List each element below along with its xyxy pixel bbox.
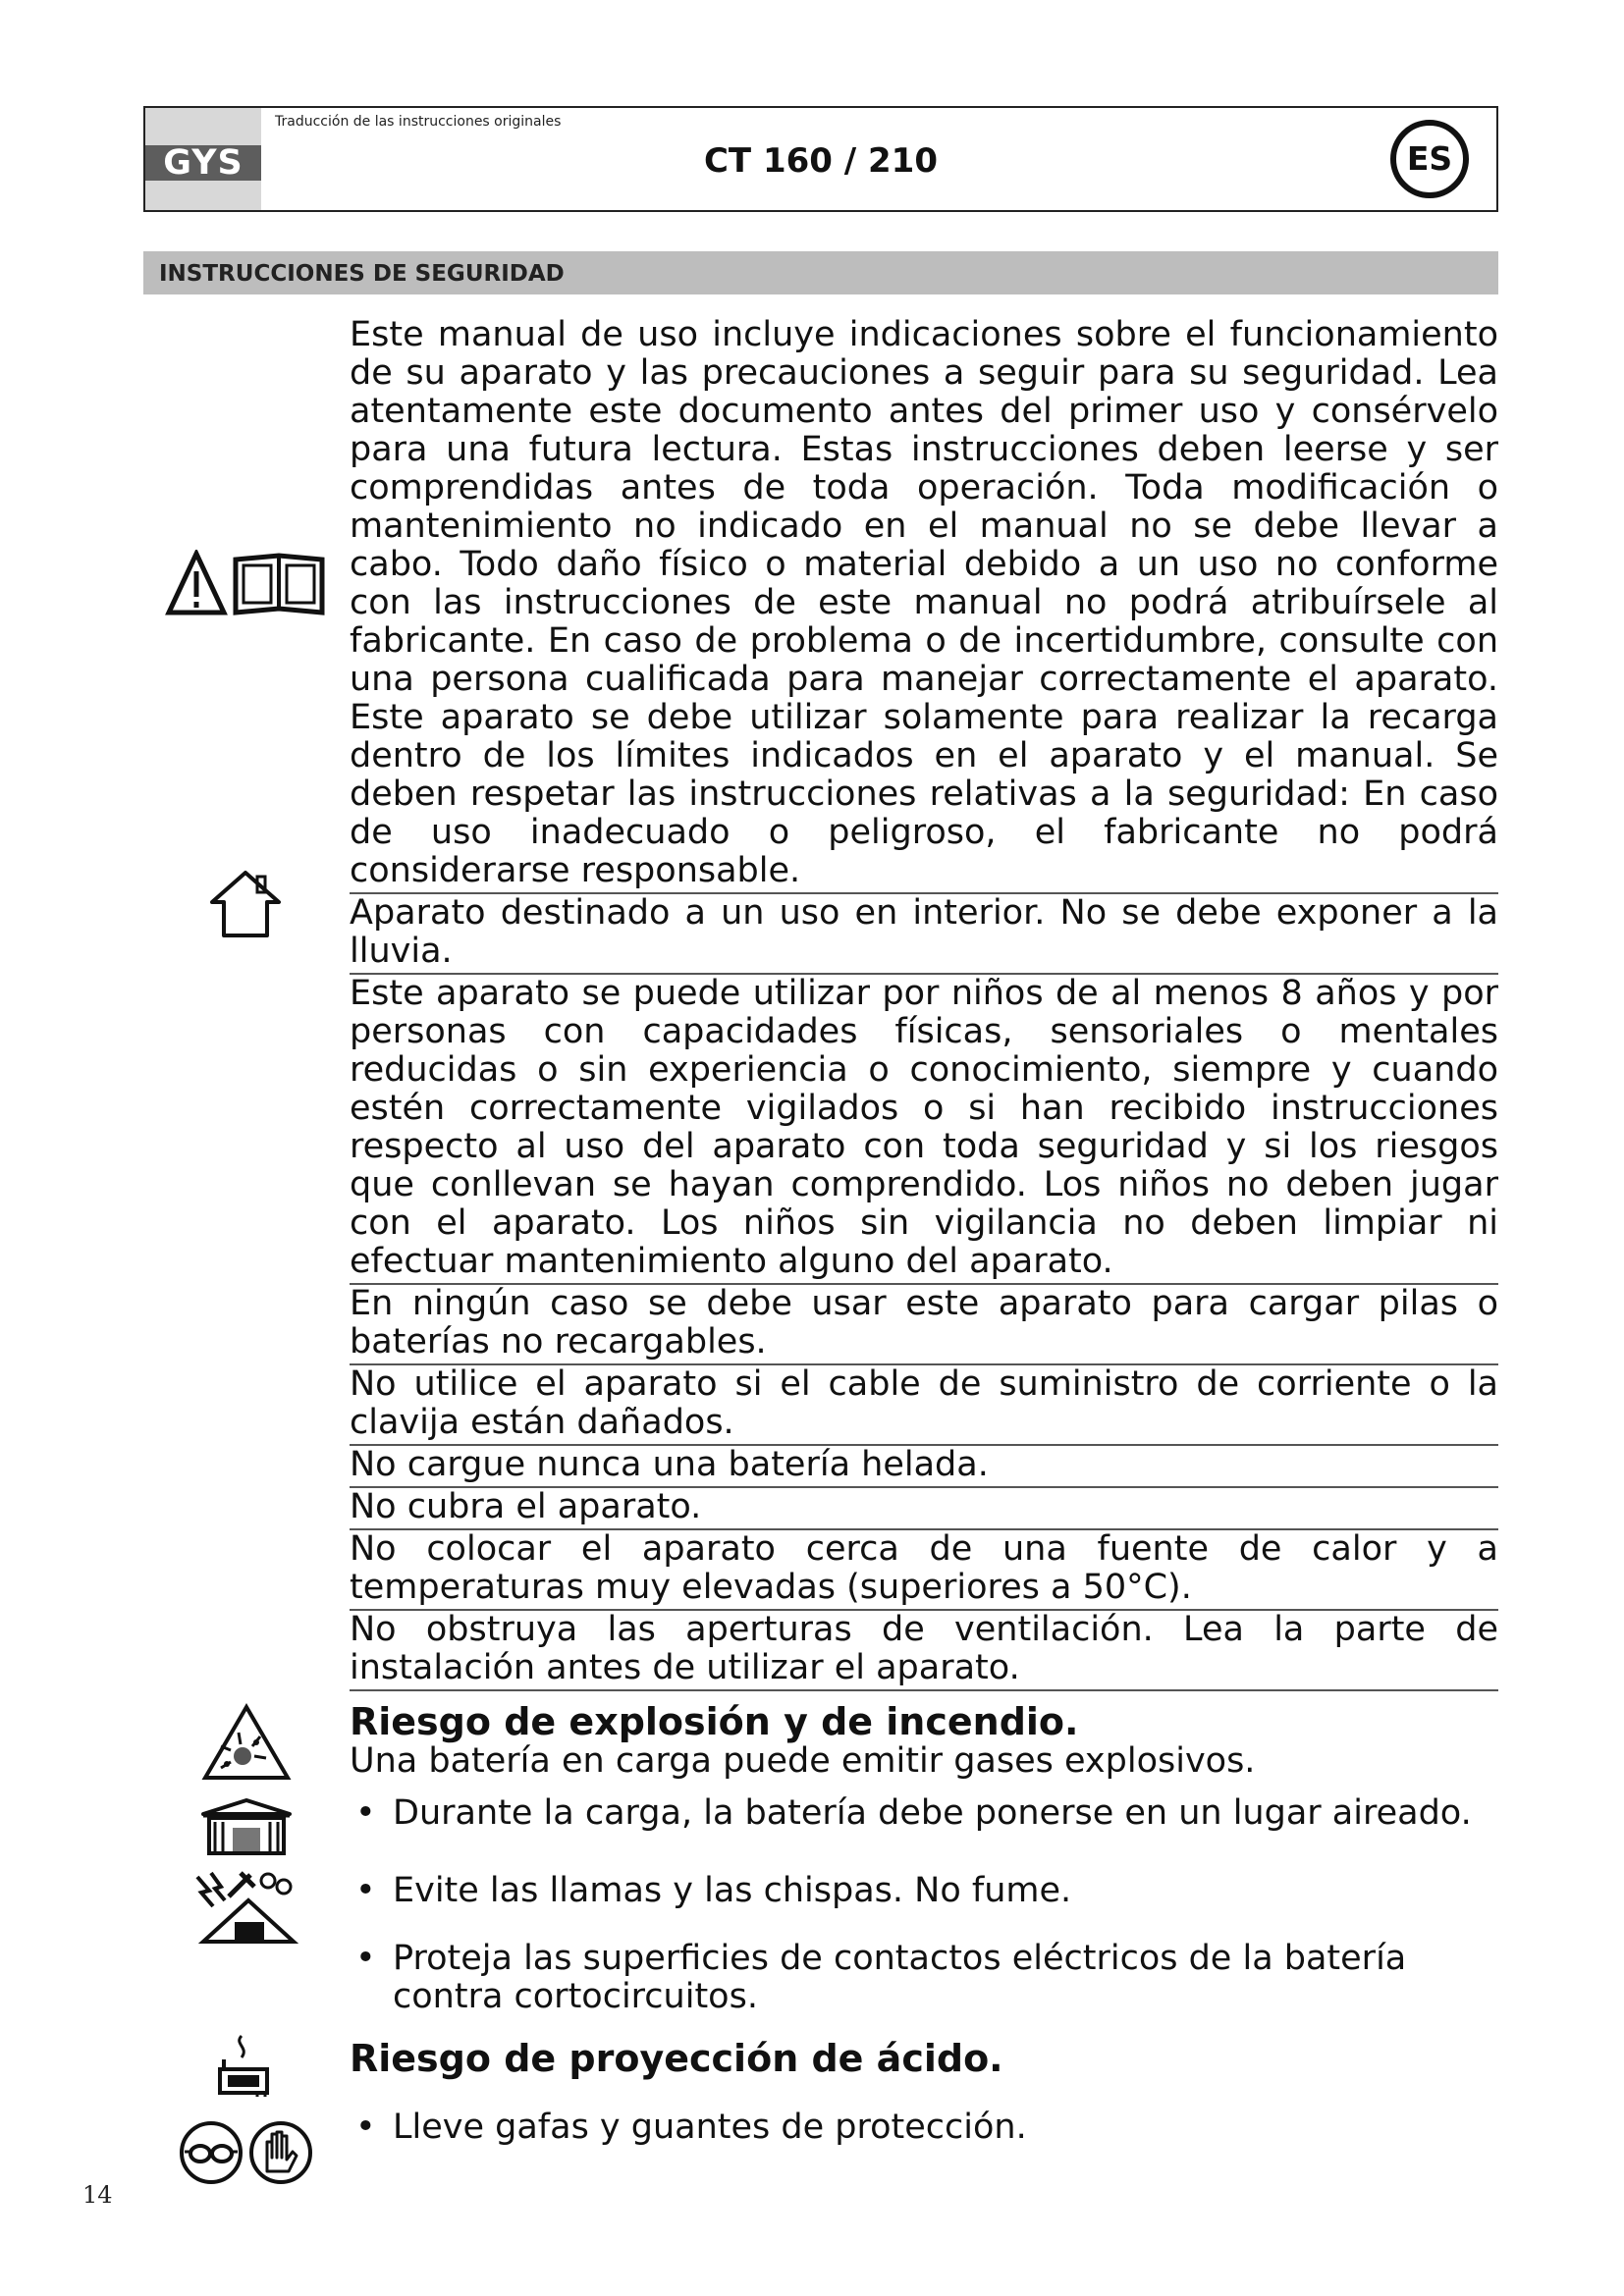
safety-paragraph-cover: No cubra el aparato. <box>350 1488 1498 1530</box>
explosion-heading: Riesgo de explosión y de incendio. <box>350 1700 1079 1743</box>
safety-content <box>350 316 1498 2147</box>
explosion-text: Una batería en carga puede emitir gases explosivos. <box>350 1741 1256 1781</box>
explosion-bullet-short-circuit: • Proteja las superficies de contactos eléctricos de la batería contra cortocircuitos. <box>350 1940 1498 2016</box>
explosion-bullet-flames: • Evite las llamas y las chispas. No fume. <box>350 1872 1498 1910</box>
language-badge: ES <box>1390 120 1469 198</box>
acid-battery-icon <box>214 2030 281 2099</box>
acid-heading: Riesgo de proyección de ácido. <box>350 2037 1003 2080</box>
explosion-warning-icon <box>201 1703 292 1782</box>
safety-paragraph-ventilation: No obstruya las aperturas de ventilación. Lea la parte de instalación antes de utilizar el aparato. <box>350 1611 1498 1691</box>
acid-bullet-protection: • Lleve gafas y guantes de protección. <box>350 2109 1498 2147</box>
safety-paragraph-indoor: Aparato destinado a un uso en interior. No se debe exponer a la lluvia. <box>350 894 1498 975</box>
safety-paragraph-damaged-cable: No utilice el aparato si el cable de suministro de corriente o la clavija están dañados. <box>350 1365 1498 1446</box>
house-icon <box>206 869 285 939</box>
goggles-gloves-icon <box>177 2118 318 2187</box>
logo-text: GYS <box>145 145 261 181</box>
ventilated-shelter-icon <box>199 1796 294 1857</box>
warning-manual-icon <box>165 550 330 620</box>
safety-paragraph-frozen-battery: No cargue nunca una batería helada. <box>350 1446 1498 1488</box>
explosion-bullet-ventilated: • Durante la carga, la batería debe ponerse en un lugar aireado. <box>350 1794 1498 1833</box>
safety-paragraph-heat: No colocar el aparato cerca de una fuente de calor y a temperaturas muy elevadas (superiores a 50°C). <box>350 1530 1498 1611</box>
section-title: INSTRUCCIONES DE SEGURIDAD <box>143 251 1498 294</box>
model-title: CT 160 / 210 <box>703 141 939 181</box>
no-flames-sparks-icon <box>189 1867 307 1946</box>
safety-paragraph-manual: Este manual de uso incluye indicaciones sobre el funcionamiento de su aparato y las precauciones a seguir para su seguridad. Lea atentamente este documento antes del primer uso y consérvelo para una futura lectura. Estas instrucciones deben leerse y ser comprendidas antes de toda operación. Toda modificación o mantenimiento no indicado en el manual no se debe llevar a cabo. Todo daño físico o material debido a un uso no conforme con las instrucciones de este manual no podrá atribuírsele al fabricante. En caso de problema o de incertidumbre, consulte con una persona cualificada para manejar correctamente el aparato. Este aparato se debe utilizar solamente para realizar la recarga dentro de los límites indicados en el aparato y el manual. Se deben respetar las instrucciones relativas a la seguridad: En caso de uso inadecuado o peligroso, el fabricante no podrá considerarse responsable. <box>350 316 1498 894</box>
header-subtitle: Traducción de las instrucciones originales <box>275 114 562 130</box>
page-header <box>143 106 1498 212</box>
safety-paragraph-children: Este aparato se puede utilizar por niños de al menos 8 años y por personas con capacidades físicas, sensoriales o mentales reducidas o sin experiencia o conocimiento, siempre y cuando estén correctamente vigilados o si han recibido instrucciones respecto al uso del aparato con toda seguridad y si los riesgos que conllevan se hayan comprendido. Los niños no deben jugar con el aparato. Los niños sin vigilancia no deben limpiar ni efectuar mantenimiento alguno del aparato. <box>350 975 1498 1285</box>
safety-paragraph-non-rechargeable: En ningún caso se debe usar este aparato para cargar pilas o baterías no recargables. <box>350 1285 1498 1365</box>
page-number: 14 <box>82 2181 113 2209</box>
